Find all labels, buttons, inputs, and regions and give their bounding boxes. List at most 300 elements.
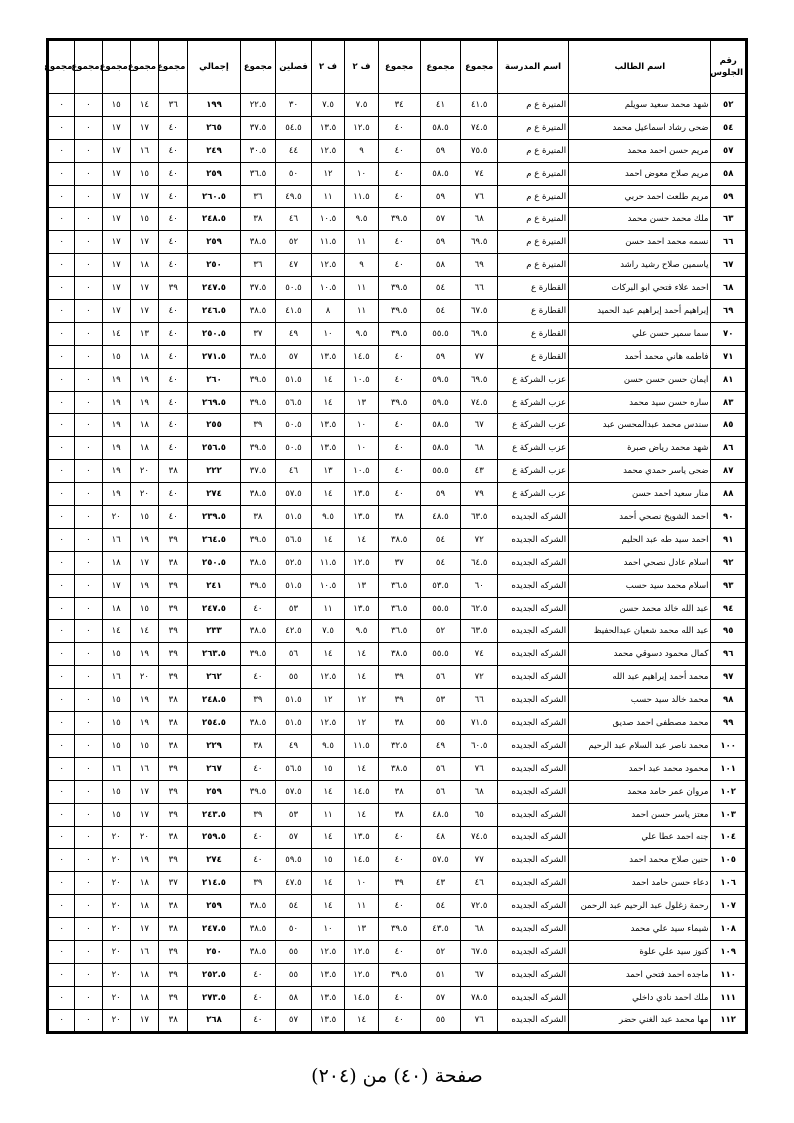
table-row: [48, 94, 747, 117]
cell-total-1: ٦٠: [461, 574, 498, 597]
cell-seat-number: ١٠٧: [711, 895, 747, 918]
cell-term2-b: ١٤: [311, 643, 344, 666]
cell-grand-total: ٢٥٩: [188, 895, 240, 918]
table-row: [48, 528, 747, 551]
cell-total-3: ٤٠: [378, 414, 420, 437]
cell-total-8: ٠: [75, 506, 102, 529]
cell-grand-total: ٢٤٦.٥: [188, 300, 240, 323]
cell-total-4: ٣٦: [240, 185, 276, 208]
cell-total-7: ١٧: [102, 574, 130, 597]
cell-grand-total: ٢٧٤: [188, 483, 240, 506]
cell-two-terms: ٥٢: [276, 231, 312, 254]
cell-total-2: ٥٨.٥: [420, 116, 461, 139]
cell-total-6: ١٩: [130, 391, 158, 414]
cell-total-7: ٢٠: [102, 940, 130, 963]
cell-total-5: ٤٠: [159, 254, 188, 277]
cell-grand-total: ٢٥٤.٥: [188, 712, 240, 735]
cell-student-name: عبد الله خالد محمد حسن: [569, 597, 711, 620]
table-row: [48, 712, 747, 735]
cell-grand-total: ٢٢٩: [188, 734, 240, 757]
cell-total-3: ٤٠: [378, 895, 420, 918]
cell-school-name: الشركه الجديده: [498, 895, 569, 918]
cell-seat-number: ١١٠: [711, 963, 747, 986]
cell-term2-b: ١١: [311, 185, 344, 208]
table-row: [48, 620, 747, 643]
cell-term2-b: ١٢.٥: [311, 254, 344, 277]
cell-total-6: ١٤: [130, 620, 158, 643]
cell-total-8: ٠: [75, 918, 102, 941]
cell-total-2: ٤٩: [420, 734, 461, 757]
cell-seat-number: ١٠٣: [711, 803, 747, 826]
cell-total-6: ١٧: [130, 185, 158, 208]
cell-total-6: ١٧: [130, 300, 158, 323]
cell-total-7: ١٩: [102, 391, 130, 414]
cell-term2-a: ١٤.٥: [345, 780, 378, 803]
cell-grand-total: ٢٦٢: [188, 666, 240, 689]
cell-total-2: ٤١: [420, 94, 461, 117]
cell-term2-b: ١٤: [311, 780, 344, 803]
table-row: [48, 666, 747, 689]
cell-student-name: سما سمير حسن علي: [569, 322, 711, 345]
cell-seat-number: ١٠١: [711, 757, 747, 780]
cell-two-terms: ٥٠: [276, 162, 312, 185]
cell-seat-number: ٦٦: [711, 231, 747, 254]
cell-term2-a: ١٤.٥: [345, 345, 378, 368]
table-row: [48, 780, 747, 803]
cell-total-3: ٤٠: [378, 849, 420, 872]
cell-total-9: ٠: [48, 460, 75, 483]
cell-total-1: ٦٨: [461, 918, 498, 941]
cell-total-3: ٤٠: [378, 826, 420, 849]
cell-total-9: ٠: [48, 139, 75, 162]
header-row: [48, 40, 747, 94]
cell-total-4: ٤٠: [240, 666, 276, 689]
cell-total-7: ٢٠: [102, 895, 130, 918]
cell-school-name: الشركه الجديده: [498, 689, 569, 712]
cell-total-8: ٠: [75, 414, 102, 437]
cell-total-1: ٦٠.٥: [461, 734, 498, 757]
cell-term2-b: ١٤: [311, 368, 344, 391]
cell-student-name: جنه احمد عطا علي: [569, 826, 711, 849]
cell-two-terms: ٥٦: [276, 643, 312, 666]
cell-student-name: ملك محمد حسن محمد: [569, 208, 711, 231]
cell-school-name: الشركه الجديده: [498, 757, 569, 780]
cell-total-7: ١٩: [102, 437, 130, 460]
cell-total-4: ٣٨.٥: [240, 551, 276, 574]
cell-total-6: ١٤: [130, 94, 158, 117]
cell-seat-number: ٦٨: [711, 277, 747, 300]
cell-total-1: ٦٤.٥: [461, 551, 498, 574]
cell-two-terms: ٤٩.٥: [276, 185, 312, 208]
cell-school-name: القطارة ع: [498, 300, 569, 323]
cell-total-2: ٤٨: [420, 826, 461, 849]
cell-total-1: ٦٩.٥: [461, 322, 498, 345]
cell-total-4: ٣٩: [240, 414, 276, 437]
cell-term2-a: ١١: [345, 231, 378, 254]
cell-total-4: ٣٩: [240, 803, 276, 826]
cell-total-8: ٠: [75, 1009, 102, 1032]
column-header-total-4: مجموع: [240, 40, 276, 94]
cell-grand-total: ٢٤٩: [188, 139, 240, 162]
cell-total-3: ٣٩.٥: [378, 963, 420, 986]
cell-total-9: ٠: [48, 185, 75, 208]
cell-total-3: ٣٩.٥: [378, 391, 420, 414]
cell-student-name: دعاء حسن حامد احمد: [569, 872, 711, 895]
cell-student-name: سندس محمد عبدالمحسن عبد: [569, 414, 711, 437]
cell-total-7: ١٩: [102, 414, 130, 437]
cell-total-6: ١٥: [130, 597, 158, 620]
cell-total-2: ٥٧.٥: [420, 849, 461, 872]
cell-term2-b: ١١: [311, 803, 344, 826]
cell-total-9: ٠: [48, 277, 75, 300]
cell-total-8: ٠: [75, 780, 102, 803]
column-header-school-name: اسم المدرسة: [498, 40, 569, 94]
column-header-term2-a: ف ٢: [345, 40, 378, 94]
cell-grand-total: ٢٦٧: [188, 757, 240, 780]
table-row: [48, 116, 747, 139]
cell-school-name: الشركه الجديده: [498, 940, 569, 963]
cell-school-name: الشركه الجديده: [498, 1009, 569, 1032]
cell-total-9: ٠: [48, 918, 75, 941]
cell-total-5: ٤٠: [159, 483, 188, 506]
cell-school-name: الشركه الجديده: [498, 780, 569, 803]
cell-term2-b: ١٣.٥: [311, 986, 344, 1009]
cell-total-4: ٣٧.٥: [240, 116, 276, 139]
cell-total-9: ٠: [48, 506, 75, 529]
cell-total-2: ٥٤: [420, 277, 461, 300]
cell-total-4: ٣٨: [240, 208, 276, 231]
cell-grand-total: ٢٧١.٥: [188, 345, 240, 368]
table-row: [48, 277, 747, 300]
cell-seat-number: ٨١: [711, 368, 747, 391]
cell-seat-number: ١٠٨: [711, 918, 747, 941]
cell-grand-total: ٢١٤.٥: [188, 872, 240, 895]
cell-school-name: المنيرة ع م: [498, 185, 569, 208]
table-row: [48, 300, 747, 323]
cell-seat-number: ٧١: [711, 345, 747, 368]
cell-total-9: ٠: [48, 483, 75, 506]
cell-total-2: ٥٨: [420, 254, 461, 277]
cell-total-5: ٣٩: [159, 940, 188, 963]
cell-two-terms: ٥٥: [276, 666, 312, 689]
cell-total-7: ١٥: [102, 689, 130, 712]
cell-total-5: ٣٩: [159, 849, 188, 872]
cell-total-2: ٥٩: [420, 185, 461, 208]
cell-total-6: ١٨: [130, 437, 158, 460]
cell-school-name: المنيرة ع م: [498, 254, 569, 277]
cell-total-6: ٢٠: [130, 460, 158, 483]
cell-total-3: ٣٩.٥: [378, 277, 420, 300]
cell-total-8: ٠: [75, 185, 102, 208]
cell-total-6: ١٧: [130, 277, 158, 300]
table-row: [48, 483, 747, 506]
cell-total-6: ١٥: [130, 162, 158, 185]
cell-grand-total: ٢٦٩.٥: [188, 391, 240, 414]
cell-total-5: ٣٩: [159, 597, 188, 620]
cell-total-4: ٣٦: [240, 254, 276, 277]
cell-student-name: مريم طلعت احمد حربي: [569, 185, 711, 208]
cell-total-2: ٥٥.٥: [420, 597, 461, 620]
cell-total-5: ٣٩: [159, 574, 188, 597]
table-row: [48, 918, 747, 941]
cell-total-2: ٥٥.٥: [420, 643, 461, 666]
cell-term2-a: ١٣: [345, 574, 378, 597]
cell-term2-b: ١٣.٥: [311, 414, 344, 437]
cell-total-4: ٣٨.٥: [240, 940, 276, 963]
cell-student-name: كنوز سيد علي علوة: [569, 940, 711, 963]
cell-total-4: ٣٩.٥: [240, 368, 276, 391]
cell-two-terms: ٥٥: [276, 940, 312, 963]
cell-total-2: ٥٩: [420, 139, 461, 162]
cell-school-name: الشركه الجديده: [498, 666, 569, 689]
table-row: [48, 139, 747, 162]
table-row: [48, 895, 747, 918]
cell-total-4: ٣٦.٥: [240, 162, 276, 185]
cell-total-8: ٠: [75, 483, 102, 506]
cell-school-name: الشركه الجديده: [498, 551, 569, 574]
cell-student-name: اسلام عادل نصحي احمد: [569, 551, 711, 574]
cell-term2-a: ١٤.٥: [345, 986, 378, 1009]
cell-two-terms: ٥٥: [276, 963, 312, 986]
cell-total-4: ٤٠: [240, 757, 276, 780]
cell-total-1: ٦٨: [461, 208, 498, 231]
cell-total-8: ٠: [75, 551, 102, 574]
cell-school-name: عزب الشركة ع: [498, 437, 569, 460]
cell-total-9: ٠: [48, 322, 75, 345]
cell-seat-number: ٦٧: [711, 254, 747, 277]
table-row: [48, 185, 747, 208]
cell-grand-total: ٢٦٣.٥: [188, 643, 240, 666]
cell-total-6: ٢٠: [130, 826, 158, 849]
cell-total-8: ٠: [75, 826, 102, 849]
cell-total-1: ٦٦: [461, 689, 498, 712]
cell-school-name: الشركه الجديده: [498, 506, 569, 529]
cell-two-terms: ٥٢.٥: [276, 551, 312, 574]
cell-term2-a: ١٠: [345, 872, 378, 895]
cell-student-name: اسلام محمد سيد حسب: [569, 574, 711, 597]
cell-total-1: ٧٧: [461, 849, 498, 872]
cell-total-2: ٥٧: [420, 986, 461, 1009]
cell-total-2: ٥٨.٥: [420, 437, 461, 460]
cell-total-7: ٢٠: [102, 918, 130, 941]
column-header-term2-b: ف ٢: [311, 40, 344, 94]
cell-total-1: ٧٤.٥: [461, 826, 498, 849]
cell-total-3: ٣٨: [378, 780, 420, 803]
cell-student-name: ملك احمد نادي داخلي: [569, 986, 711, 1009]
cell-term2-a: ١٤: [345, 666, 378, 689]
cell-school-name: المنيرة ع م: [498, 208, 569, 231]
cell-total-8: ٠: [75, 620, 102, 643]
cell-total-2: ٤٣.٥: [420, 918, 461, 941]
cell-seat-number: ١٠٩: [711, 940, 747, 963]
cell-total-7: ١٧: [102, 300, 130, 323]
cell-total-4: ٢٢.٥: [240, 94, 276, 117]
cell-total-7: ١٥: [102, 643, 130, 666]
cell-total-6: ٢٠: [130, 483, 158, 506]
cell-two-terms: ٥١.٥: [276, 712, 312, 735]
cell-student-name: كمال محمود دسوقي محمد: [569, 643, 711, 666]
cell-school-name: الشركه الجديده: [498, 849, 569, 872]
cell-school-name: المنيرة ع م: [498, 94, 569, 117]
cell-school-name: عزب الشركة ع: [498, 460, 569, 483]
cell-term2-b: ٩.٥: [311, 734, 344, 757]
cell-total-3: ٤٠: [378, 345, 420, 368]
cell-total-5: ٤٠: [159, 437, 188, 460]
cell-term2-a: ٩.٥: [345, 208, 378, 231]
cell-student-name: شيماء سيد علي محمد: [569, 918, 711, 941]
cell-total-1: ٤٦: [461, 872, 498, 895]
cell-total-1: ٧٤: [461, 643, 498, 666]
cell-school-name: الشركه الجديده: [498, 734, 569, 757]
cell-two-terms: ٥١.٥: [276, 506, 312, 529]
cell-grand-total: ٢٤٨.٥: [188, 208, 240, 231]
cell-total-9: ٠: [48, 597, 75, 620]
table-row: [48, 963, 747, 986]
cell-grand-total: ٢٦٥: [188, 116, 240, 139]
cell-seat-number: ٨٥: [711, 414, 747, 437]
cell-total-3: ٣٨.٥: [378, 643, 420, 666]
cell-total-9: ٠: [48, 162, 75, 185]
cell-term2-a: ١٤: [345, 803, 378, 826]
cell-term2-a: ٩: [345, 254, 378, 277]
cell-total-4: ٣٨.٥: [240, 918, 276, 941]
cell-total-7: ٢٠: [102, 986, 130, 1009]
table-row: [48, 208, 747, 231]
cell-total-2: ٥٤: [420, 528, 461, 551]
cell-total-4: ٣٨: [240, 734, 276, 757]
cell-student-name: ضحى ياسر حمدي محمد: [569, 460, 711, 483]
cell-school-name: الشركه الجديده: [498, 872, 569, 895]
cell-seat-number: ٩١: [711, 528, 747, 551]
cell-seat-number: ٥٤: [711, 116, 747, 139]
cell-total-7: ١٩: [102, 368, 130, 391]
cell-total-3: ٣٩.٥: [378, 208, 420, 231]
cell-two-terms: ٤٤: [276, 139, 312, 162]
cell-total-5: ٤٠: [159, 231, 188, 254]
cell-total-7: ١٧: [102, 162, 130, 185]
table-row: [48, 597, 747, 620]
cell-total-4: ٣٨.٥: [240, 895, 276, 918]
cell-total-6: ١٩: [130, 574, 158, 597]
cell-total-5: ٣٩: [159, 643, 188, 666]
cell-seat-number: ٩٨: [711, 689, 747, 712]
cell-total-8: ٠: [75, 895, 102, 918]
cell-two-terms: ٤١.٥: [276, 300, 312, 323]
cell-grand-total: ٢٦٤.٥: [188, 528, 240, 551]
cell-total-9: ٠: [48, 757, 75, 780]
cell-total-9: ٠: [48, 620, 75, 643]
cell-student-name: ايمان حسن حسن حسن: [569, 368, 711, 391]
cell-total-6: ١٦: [130, 139, 158, 162]
cell-total-6: ١٩: [130, 643, 158, 666]
cell-grand-total: ٢٣٣: [188, 620, 240, 643]
cell-term2-a: ١٣: [345, 391, 378, 414]
cell-total-1: ٧٨.٥: [461, 986, 498, 1009]
cell-seat-number: ١١٢: [711, 1009, 747, 1032]
cell-total-6: ١٩: [130, 368, 158, 391]
cell-total-5: ٣٨: [159, 734, 188, 757]
cell-total-7: ١٨: [102, 597, 130, 620]
table-row: [48, 1009, 747, 1032]
cell-term2-b: ١٢.٥: [311, 139, 344, 162]
cell-total-7: ٢٠: [102, 826, 130, 849]
table-row: [48, 757, 747, 780]
cell-total-7: ١٨: [102, 551, 130, 574]
cell-total-4: ٤٠: [240, 1009, 276, 1032]
cell-student-name: مروان عمر حامد محمد: [569, 780, 711, 803]
cell-grand-total: ٢٥٠.٥: [188, 551, 240, 574]
cell-term2-b: ١٠.٥: [311, 208, 344, 231]
cell-total-5: ٣٨: [159, 460, 188, 483]
cell-total-5: ٤٠: [159, 368, 188, 391]
table-row: [48, 849, 747, 872]
cell-school-name: عزب الشركة ع: [498, 483, 569, 506]
cell-total-7: ٢٠: [102, 849, 130, 872]
cell-grand-total: ١٩٩: [188, 94, 240, 117]
cell-total-4: ٣٨.٥: [240, 231, 276, 254]
cell-total-9: ٠: [48, 963, 75, 986]
cell-seat-number: ٩٠: [711, 506, 747, 529]
column-header-total-2: مجموع: [420, 40, 461, 94]
cell-two-terms: ٥١.٥: [276, 574, 312, 597]
cell-total-6: ١٣: [130, 322, 158, 345]
cell-total-2: ٥٧: [420, 208, 461, 231]
cell-term2-a: ١٤: [345, 757, 378, 780]
cell-total-3: ٣٩.٥: [378, 322, 420, 345]
cell-seat-number: ١٠٤: [711, 826, 747, 849]
cell-grand-total: ٢٧٤: [188, 849, 240, 872]
cell-total-3: ٤٠: [378, 185, 420, 208]
cell-term2-a: ١٢.٥: [345, 551, 378, 574]
cell-total-1: ٧٤.٥: [461, 391, 498, 414]
table-row: [48, 826, 747, 849]
cell-total-6: ١٨: [130, 345, 158, 368]
cell-total-1: ٦٩.٥: [461, 368, 498, 391]
cell-total-5: ٣٨: [159, 551, 188, 574]
cell-term2-a: ١٣.٥: [345, 483, 378, 506]
cell-total-6: ١٧: [130, 780, 158, 803]
cell-total-9: ٠: [48, 94, 75, 117]
cell-total-4: ٤٠: [240, 849, 276, 872]
cell-total-4: ٣٩.٥: [240, 643, 276, 666]
cell-total-3: ٤٠: [378, 460, 420, 483]
cell-term2-a: ١٤: [345, 1009, 378, 1032]
cell-total-9: ٠: [48, 574, 75, 597]
cell-two-terms: ٥٤: [276, 895, 312, 918]
cell-term2-a: ١١.٥: [345, 734, 378, 757]
cell-student-name: فاطمه هاني محمد أحمد: [569, 345, 711, 368]
cell-total-5: ٣٨: [159, 918, 188, 941]
cell-total-7: ١٧: [102, 139, 130, 162]
cell-total-3: ٤٠: [378, 986, 420, 1009]
cell-seat-number: ١٠٠: [711, 734, 747, 757]
cell-total-9: ٠: [48, 391, 75, 414]
cell-term2-b: ١٠: [311, 918, 344, 941]
cell-two-terms: ٥١.٥: [276, 368, 312, 391]
table-row: [48, 872, 747, 895]
cell-school-name: الشركه الجديده: [498, 986, 569, 1009]
cell-total-3: ٣٩.٥: [378, 918, 420, 941]
cell-two-terms: ٤٦: [276, 460, 312, 483]
cell-total-9: ٠: [48, 437, 75, 460]
cell-total-8: ٠: [75, 391, 102, 414]
cell-total-3: ٤٠: [378, 162, 420, 185]
cell-total-9: ٠: [48, 300, 75, 323]
cell-term2-b: ١٣.٥: [311, 437, 344, 460]
cell-total-3: ٣٦.٥: [378, 620, 420, 643]
cell-total-9: ٠: [48, 254, 75, 277]
cell-total-2: ٥٤: [420, 300, 461, 323]
